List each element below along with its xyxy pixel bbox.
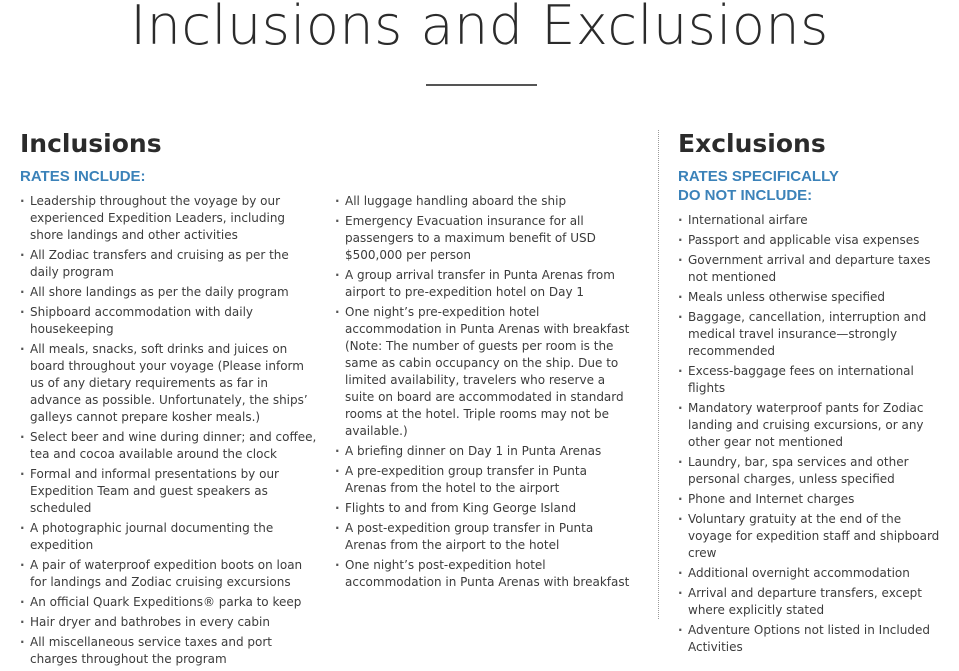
list-item: · A briefing dinner on Day 1 in Punta Arenas (335, 443, 630, 460)
list-item: · An official Quark Expeditions® parka to keep (20, 594, 318, 611)
inclusions-subheading: RATES INCLUDE: (20, 168, 146, 185)
list-item: · All shore landings as per the daily program (20, 284, 318, 301)
list-item: · Mandatory waterproof pants for Zodiac landing and cruising excursions, or any other gear not mentioned (678, 400, 948, 451)
list-item: · Meals unless otherwise specified (678, 289, 948, 306)
list-item: · A photographic journal documenting the expedition (20, 520, 318, 554)
list-item: · Baggage, cancellation, interruption and medical travel insurance—strongly recommended (678, 309, 948, 360)
list-item: · Passport and applicable visa expenses (678, 232, 948, 249)
inclusions-heading: Inclusions (20, 129, 162, 158)
list-item: · Phone and Internet charges (678, 491, 948, 508)
list-item: · A pre-expedition group transfer in Punta Arenas from the hotel to the airport (335, 463, 630, 497)
list-item: · Government arrival and departure taxes not mentioned (678, 252, 948, 286)
list-item: · One night’s post-expedition hotel accommodation in Punta Arenas with breakfast (335, 557, 630, 591)
exclusions-list (678, 212, 948, 659)
list-item: · Leadership throughout the voyage by our experienced Expedition Leaders, including shore landings and other activities (20, 193, 318, 244)
exclusions-subheading-line2: DO NOT INCLUDE: (678, 187, 813, 204)
inclusions-list-col2 (335, 193, 630, 594)
exclusions-heading: Exclusions (678, 129, 826, 158)
list-item: · A post-expedition group transfer in Punta Arenas from the airport to the hotel (335, 520, 630, 554)
list-item: · A group arrival transfer in Punta Arenas from airport to pre-expedition hotel on Day 1 (335, 267, 630, 301)
list-item: · Arrival and departure transfers, except where explicitly stated (678, 585, 948, 619)
list-item: · One night’s pre-expedition hotel accommodation in Punta Arenas with breakfast (Note: The number of guests per room is the same as cabin occupancy on the ship. Due to limited availability, travelers who reserve a suite on board are accommodated in standard rooms at the hotel. Triple rooms may not be available.) (335, 304, 630, 440)
title-underline (426, 84, 537, 86)
page-title: Inclusions and Exclusions (130, 0, 829, 57)
inclusions-list-col1 (20, 193, 318, 671)
list-item: · Shipboard accommodation with daily housekeeping (20, 304, 318, 338)
exclusions-subheading-line1: RATES SPECIFICALLY (678, 168, 839, 185)
list-item: · Flights to and from King George Island (335, 500, 630, 517)
list-item: · Adventure Options not listed in Included Activities (678, 622, 948, 656)
list-item: · Excess-baggage fees on international flights (678, 363, 948, 397)
list-item: · Additional overnight accommodation (678, 565, 948, 582)
list-item: · Hair dryer and bathrobes in every cabin (20, 614, 318, 631)
list-item: · Select beer and wine during dinner; and coffee, tea and cocoa available around the clock (20, 429, 318, 463)
list-item: · Emergency Evacuation insurance for all passengers to a maximum benefit of USD $500,000 per person (335, 213, 630, 264)
column-divider (658, 130, 659, 619)
list-item: · All Zodiac transfers and cruising as per the daily program (20, 247, 318, 281)
list-item: · All luggage handling aboard the ship (335, 193, 630, 210)
list-item: · All miscellaneous service taxes and port charges throughout the program (20, 634, 318, 668)
list-item: · Formal and informal presentations by our Expedition Team and guest speakers as scheduled (20, 466, 318, 517)
list-item: · A pair of waterproof expedition boots on loan for landings and Zodiac cruising excursions (20, 557, 318, 591)
list-item: · All meals, snacks, soft drinks and juices on board throughout your voyage (Please inform us of any dietary requirements as far in advance as possible. Unfortunately, the ships’ galleys cannot prepare kosher meals.) (20, 341, 318, 426)
list-item: · International airfare (678, 212, 948, 229)
list-item: · Voluntary gratuity at the end of the voyage for expedition staff and shipboard crew (678, 511, 948, 562)
list-item: · Laundry, bar, spa services and other personal charges, unless specified (678, 454, 948, 488)
